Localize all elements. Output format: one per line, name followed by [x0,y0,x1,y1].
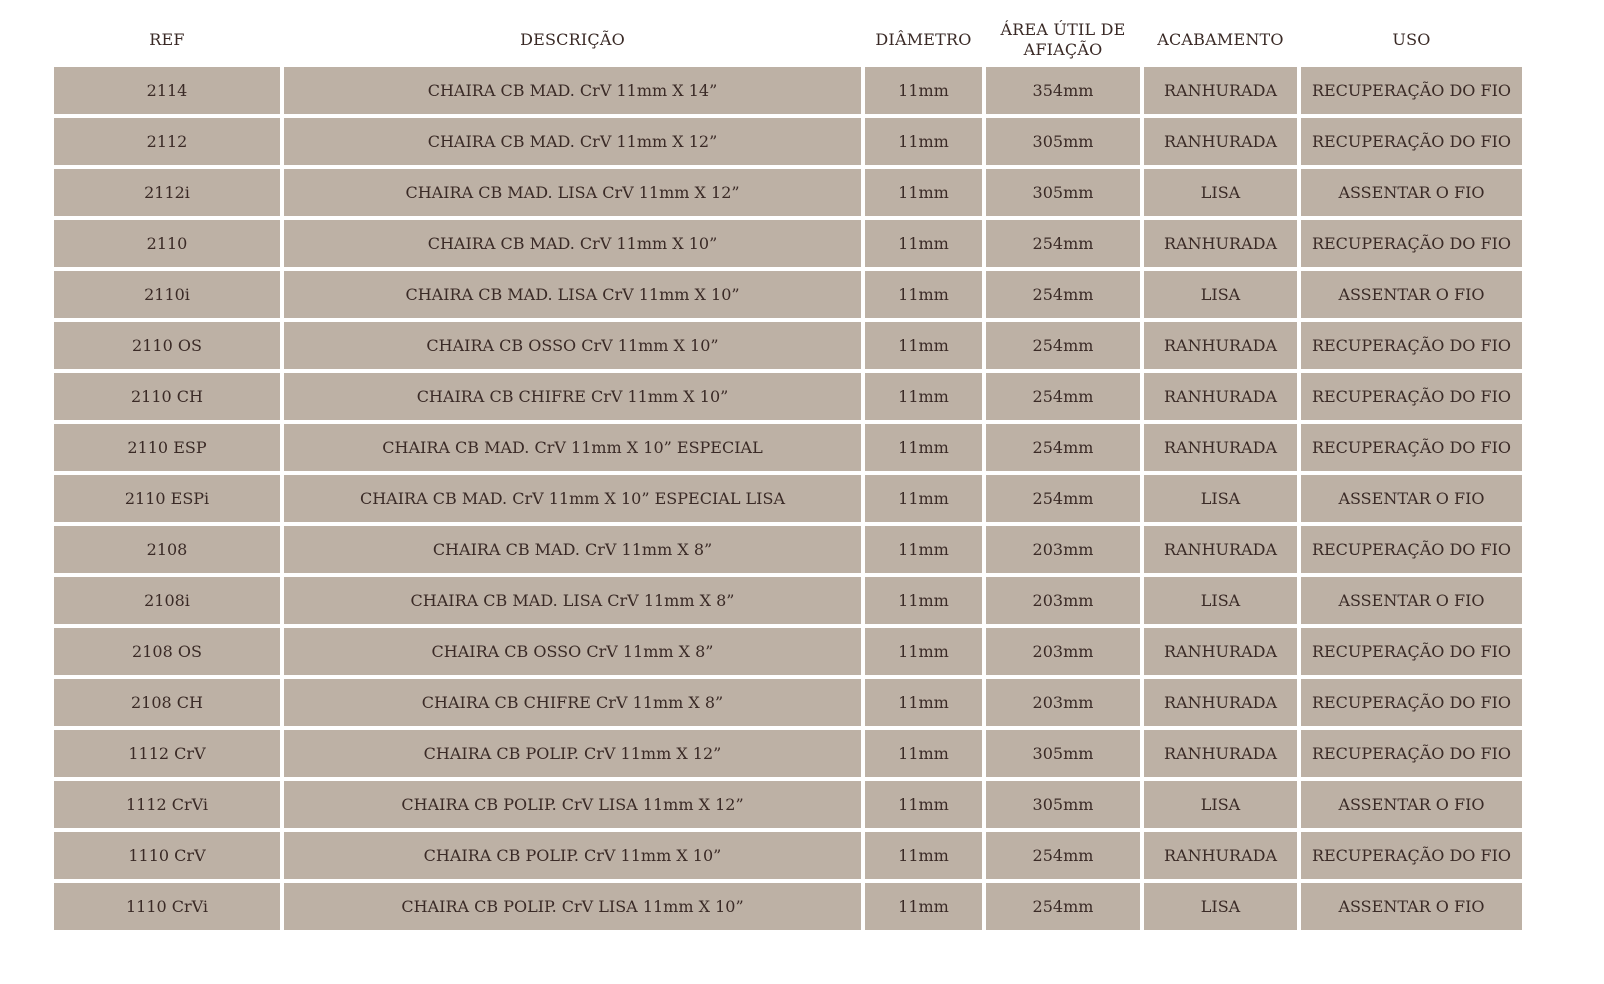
cell-descricao: CHAIRA CB OSSO CrV 11mm X 10” [284,322,861,369]
cell-diametro: 11mm [865,730,982,777]
cell-ref: 2108 CH [54,679,280,726]
cell-area: 305mm [986,118,1140,165]
cell-descricao: CHAIRA CB MAD. CrV 11mm X 12” [284,118,861,165]
table-row [54,424,1526,471]
cell-uso: RECUPERAÇÃO DO FIO [1301,424,1522,471]
table-row [54,628,1526,675]
cell-area: 203mm [986,628,1140,675]
cell-acabamento: RANHURADA [1144,832,1297,879]
cell-descricao: CHAIRA CB MAD. LISA CrV 11mm X 8” [284,577,861,624]
cell-acabamento: RANHURADA [1144,628,1297,675]
cell-ref: 2114 [54,67,280,114]
cell-area: 254mm [986,883,1140,930]
header-uso: USO [1392,30,1431,49]
cell-acabamento: RANHURADA [1144,679,1297,726]
cell-acabamento: LISA [1144,883,1297,930]
cell-area: 254mm [986,220,1140,267]
cell-ref: 2110 ESP [54,424,280,471]
cell-diametro: 11mm [865,832,982,879]
cell-acabamento: RANHURADA [1144,526,1297,573]
cell-diametro: 11mm [865,169,982,216]
cell-area: 305mm [986,169,1140,216]
cell-diametro: 11mm [865,781,982,828]
cell-ref: 2110 [54,220,280,267]
cell-diametro: 11mm [865,679,982,726]
header-acabamento: ACABAMENTO [1157,30,1284,49]
cell-acabamento: RANHURADA [1144,220,1297,267]
cell-diametro: 11mm [865,577,982,624]
header-descricao: DESCRIÇÃO [520,30,625,49]
cell-area: 254mm [986,832,1140,879]
cell-descricao: CHAIRA CB MAD. CrV 11mm X 10” ESPECIAL LISA [284,475,861,522]
table-row [54,475,1526,522]
cell-ref: 1110 CrV [54,832,280,879]
cell-descricao: CHAIRA CB MAD. CrV 11mm X 10” ESPECIAL [284,424,861,471]
table-row [54,730,1526,777]
cell-diametro: 11mm [865,373,982,420]
cell-ref: 2110 ESPi [54,475,280,522]
cell-uso: RECUPERAÇÃO DO FIO [1301,322,1522,369]
cell-uso: RECUPERAÇÃO DO FIO [1301,730,1522,777]
cell-acabamento: LISA [1144,781,1297,828]
cell-descricao: CHAIRA CB POLIP. CrV LISA 11mm X 10” [284,883,861,930]
cell-uso: RECUPERAÇÃO DO FIO [1301,832,1522,879]
cell-acabamento: LISA [1144,169,1297,216]
cell-uso: ASSENTAR O FIO [1301,475,1522,522]
table-row [54,577,1526,624]
cell-acabamento: RANHURADA [1144,322,1297,369]
table-row [54,679,1526,726]
cell-ref: 2110 OS [54,322,280,369]
cell-area: 305mm [986,781,1140,828]
cell-area: 254mm [986,271,1140,318]
cell-ref: 1112 CrV [54,730,280,777]
cell-diametro: 11mm [865,628,982,675]
cell-ref: 2112 [54,118,280,165]
cell-acabamento: RANHURADA [1144,424,1297,471]
cell-ref: 2112i [54,169,280,216]
cell-ref: 2110 CH [54,373,280,420]
cell-descricao: CHAIRA CB MAD. CrV 11mm X 8” [284,526,861,573]
header-area-line1: ÁREA ÚTIL DE [1000,20,1126,39]
cell-ref: 2108i [54,577,280,624]
cell-diametro: 11mm [865,424,982,471]
cell-uso: ASSENTAR O FIO [1301,271,1522,318]
cell-area: 305mm [986,730,1140,777]
table-row [54,832,1526,879]
cell-uso: RECUPERAÇÃO DO FIO [1301,67,1522,114]
cell-descricao: CHAIRA CB OSSO CrV 11mm X 8” [284,628,861,675]
table-row [54,169,1526,216]
cell-descricao: CHAIRA CB MAD. CrV 11mm X 10” [284,220,861,267]
cell-ref: 2108 OS [54,628,280,675]
cell-acabamento: LISA [1144,271,1297,318]
table-row [54,781,1526,828]
table-row [54,526,1526,573]
cell-area: 254mm [986,424,1140,471]
cell-descricao: CHAIRA CB CHIFRE CrV 11mm X 10” [284,373,861,420]
header-ref: REF [149,30,185,49]
cell-descricao: CHAIRA CB MAD. CrV 11mm X 14” [284,67,861,114]
table-body [54,67,1526,930]
cell-uso: RECUPERAÇÃO DO FIO [1301,628,1522,675]
cell-area: 254mm [986,322,1140,369]
header-area [986,20,1140,60]
cell-descricao: CHAIRA CB MAD. LISA CrV 11mm X 10” [284,271,861,318]
cell-descricao: CHAIRA CB POLIP. CrV LISA 11mm X 12” [284,781,861,828]
cell-acabamento: LISA [1144,475,1297,522]
cell-diametro: 11mm [865,526,982,573]
table-row [54,322,1526,369]
cell-acabamento: RANHURADA [1144,118,1297,165]
cell-descricao: CHAIRA CB MAD. LISA CrV 11mm X 12” [284,169,861,216]
cell-uso: RECUPERAÇÃO DO FIO [1301,118,1522,165]
cell-uso: RECUPERAÇÃO DO FIO [1301,679,1522,726]
cell-area: 203mm [986,577,1140,624]
cell-uso: RECUPERAÇÃO DO FIO [1301,526,1522,573]
cell-descricao: CHAIRA CB POLIP. CrV 11mm X 12” [284,730,861,777]
cell-area: 254mm [986,475,1140,522]
cell-uso: ASSENTAR O FIO [1301,169,1522,216]
cell-acabamento: RANHURADA [1144,67,1297,114]
header-area-line2: AFIAÇÃO [1023,40,1103,59]
table-header [54,13,1526,67]
cell-diametro: 11mm [865,220,982,267]
cell-diametro: 11mm [865,475,982,522]
cell-acabamento: RANHURADA [1144,373,1297,420]
table-row [54,883,1526,930]
cell-ref: 2110i [54,271,280,318]
cell-uso: ASSENTAR O FIO [1301,883,1522,930]
header-diametro: DIÂMETRO [875,30,972,49]
cell-uso: RECUPERAÇÃO DO FIO [1301,373,1522,420]
cell-diametro: 11mm [865,322,982,369]
cell-area: 203mm [986,679,1140,726]
product-table [54,13,1526,934]
cell-area: 254mm [986,373,1140,420]
cell-acabamento: RANHURADA [1144,730,1297,777]
cell-acabamento: LISA [1144,577,1297,624]
cell-descricao: CHAIRA CB CHIFRE CrV 11mm X 8” [284,679,861,726]
cell-uso: ASSENTAR O FIO [1301,577,1522,624]
table-row [54,271,1526,318]
cell-diametro: 11mm [865,271,982,318]
cell-diametro: 11mm [865,883,982,930]
cell-area: 203mm [986,526,1140,573]
cell-descricao: CHAIRA CB POLIP. CrV 11mm X 10” [284,832,861,879]
table-row [54,220,1526,267]
cell-ref: 1110 CrVi [54,883,280,930]
cell-ref: 1112 CrVi [54,781,280,828]
table-row [54,373,1526,420]
table-row [54,67,1526,114]
cell-diametro: 11mm [865,118,982,165]
cell-uso: RECUPERAÇÃO DO FIO [1301,220,1522,267]
cell-diametro: 11mm [865,67,982,114]
table-row [54,118,1526,165]
cell-uso: ASSENTAR O FIO [1301,781,1522,828]
cell-area: 354mm [986,67,1140,114]
cell-ref: 2108 [54,526,280,573]
